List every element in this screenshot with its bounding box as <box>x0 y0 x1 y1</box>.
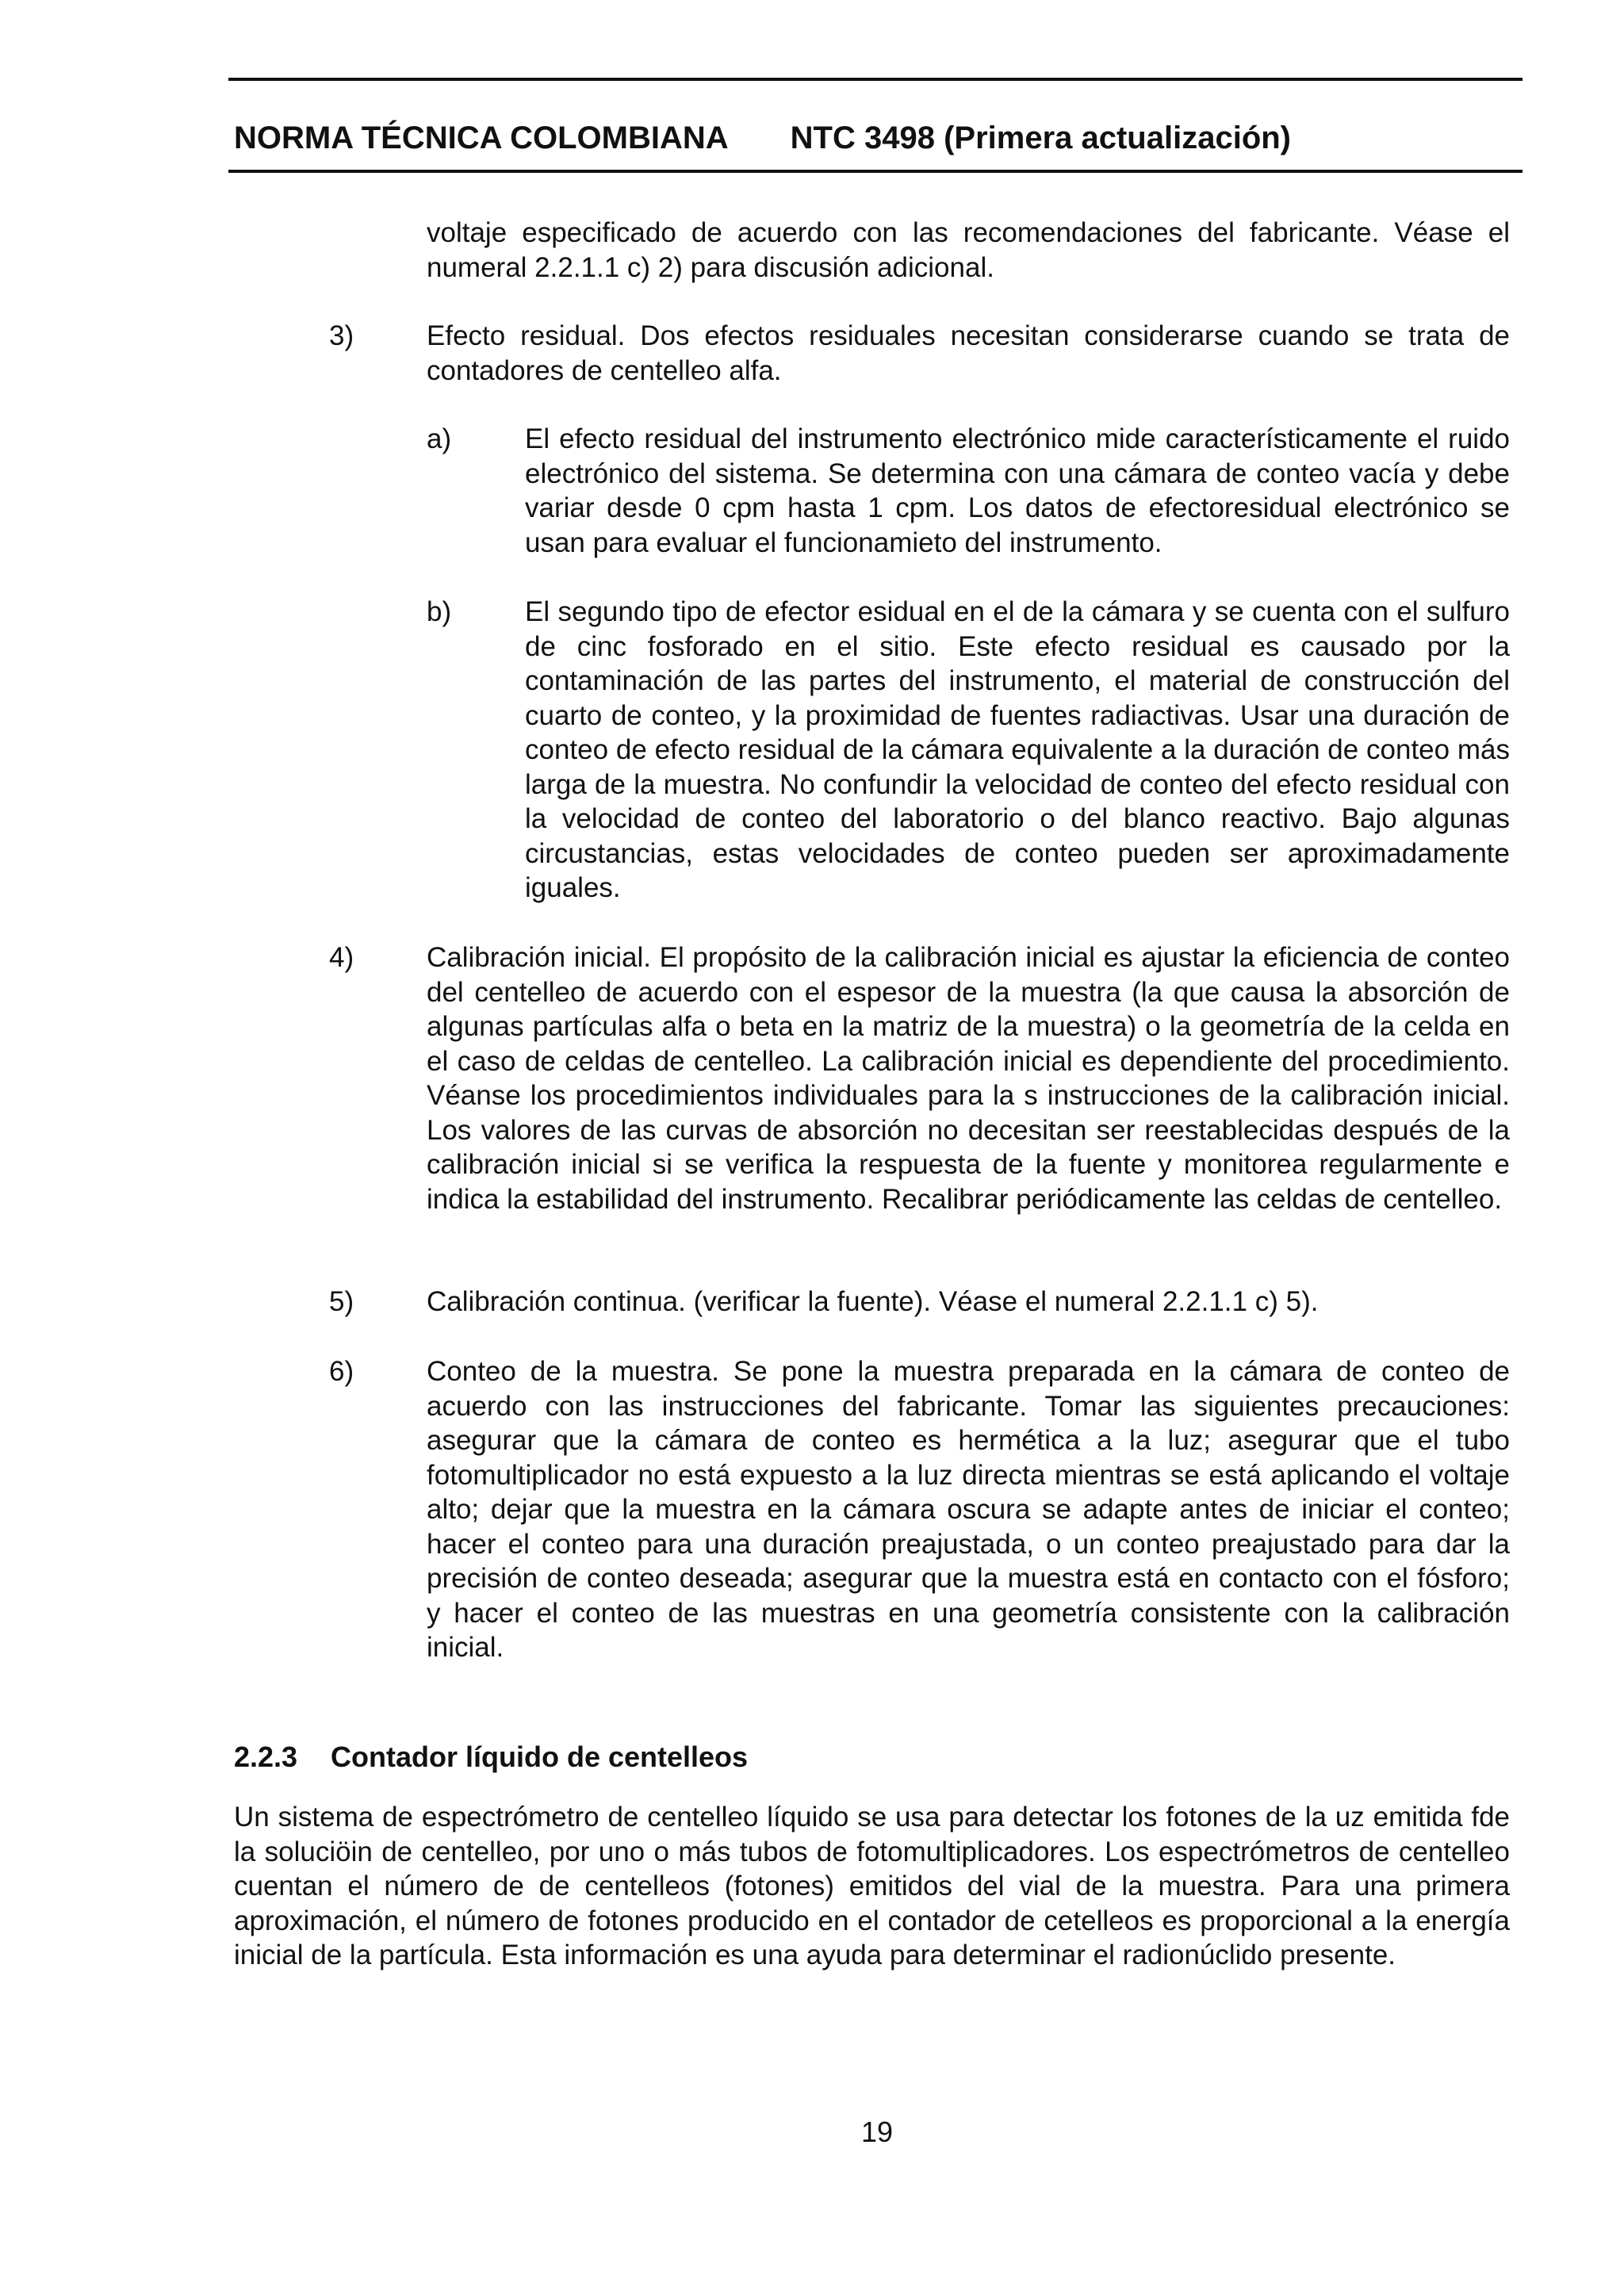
subitem-a-marker: a) <box>427 423 452 454</box>
header-standard-name: NORMA TÉCNICA COLOMBIANA <box>234 121 729 155</box>
item-6-text: Conteo de la muestra. Se pone la muestra preparada en la cámara de conteo de acuerdo con las instrucciones del fabricante. Tomar las siguientes precauciones: asegurar que la cámara de conteo es hermética a la luz; asegurar que el tubo fotomultiplicador no está expuesto a la luz directa mientras se está aplicando el voltaje alto; dejar que la muestra en la cámara oscura se adapte antes de iniciar el conteo; hacer el conteo para una duración preajustada, o un conteo preajustado para dar la precisión de conteo deseada; asegurar que la muestra está en contacto con el fósforo; y hacer el conteo de las muestras en una geometría consistente con la calibración inicial. <box>427 1356 1510 1663</box>
item-5-text: Calibración continua. (verificar la fuente). Véase el numeral 2.2.1.1 c) 5). <box>427 1286 1319 1317</box>
subitem-a-text: El efecto residual del instrumento electrónico mide característicamente el ruido electrónico del sistema. Se determina con una cámara de conteo vacía y debe variar desde 0 cpm hasta 1 cpm. Los datos de efectoresidual electrónico se usan para evaluar el funcionamieto del instrumento. <box>525 423 1510 558</box>
header-top-rule <box>228 78 1522 81</box>
page-number: 19 <box>860 2116 894 2148</box>
section-number: 2.2.3 <box>234 1741 298 1773</box>
subitem-b-marker: b) <box>427 596 452 627</box>
subitem-b-text: El segundo tipo de efector esidual en el de la cámara y se cuenta con el sulfuro de cinc fosforado en el sitio. Este efecto residual es causado por la contaminación de las partes del instrumento, el material de construcción del cuarto de conteo, y la proximidad de fuentes radiactivas. Usar una duración de conteo de efecto residual de la cámara equivalente a la duración de conteo más larga de la muestra. No confundir la velocidad de conteo del efecto residual con la velocidad de conteo del laboratorio o del blanco reactivo. Bajo algunas circustancias, estas velocidades de conteo pueden ser aproximadamente iguales. <box>525 596 1510 903</box>
page-header <box>234 121 1291 156</box>
item-4-text: Calibración inicial. El propósito de la calibración inicial es ajustar la eficiencia de conteo del centelleo de acuerdo con el espesor de la muestra (la que causa la absorción de algunas partículas alfa o beta en la matriz de la muestra) o la geometría de la celda en el caso de celdas de centelleo. La calibración inicial es dependiente del procedimiento. Véanse los procedimientos individuales para la s instrucciones de la calibración inicial. Los valores de las curvas de absorción no decesitan ser reestablecidas después de la calibración inicial si se verifica la respuesta de la fuente y monitorea regularmente e indica la estabilidad del instrumento. Recalibrar periódicamente las celdas de centelleo. <box>427 942 1510 1215</box>
continuation-paragraph: voltaje especificado de acuerdo con las recomendaciones del fabricante. Véase el numeral 2.2.1.1 c) 2) para discusión adicional. <box>427 217 1510 283</box>
item-4-marker: 4) <box>329 942 354 973</box>
section-paragraph: Un sistema de espectrómetro de centelleo líquido se usa para detectar los fotones de la uz emitida fde la soluciöin de centelleo, por uno o más tubos de fotomultiplicadores. Los espectrómetros de centelleo cuentan el número de de centelleos (fotones) emitidos del vial de la muestra. Para una primera aproximación, el número de fotones producido en el contador de cetelleos es proporcional a la energía inicial de la partícula. Esta información es una ayuda para determinar el radionúclido presente. <box>234 1802 1510 1970</box>
header-standard-code: NTC 3498 (Primera actualización) <box>790 121 1292 155</box>
item-5-marker: 5) <box>329 1286 354 1317</box>
item-6-marker: 6) <box>329 1356 354 1387</box>
section-heading <box>234 1741 748 1774</box>
section-title: Contador líquido de centelleos <box>331 1741 749 1773</box>
item-3-text: Efecto residual. Dos efectos residuales necesitan considerarse cuando se trata de contadores de centelleo alfa. <box>427 320 1510 386</box>
item-3-marker: 3) <box>329 320 354 351</box>
header-bottom-rule <box>228 170 1522 173</box>
